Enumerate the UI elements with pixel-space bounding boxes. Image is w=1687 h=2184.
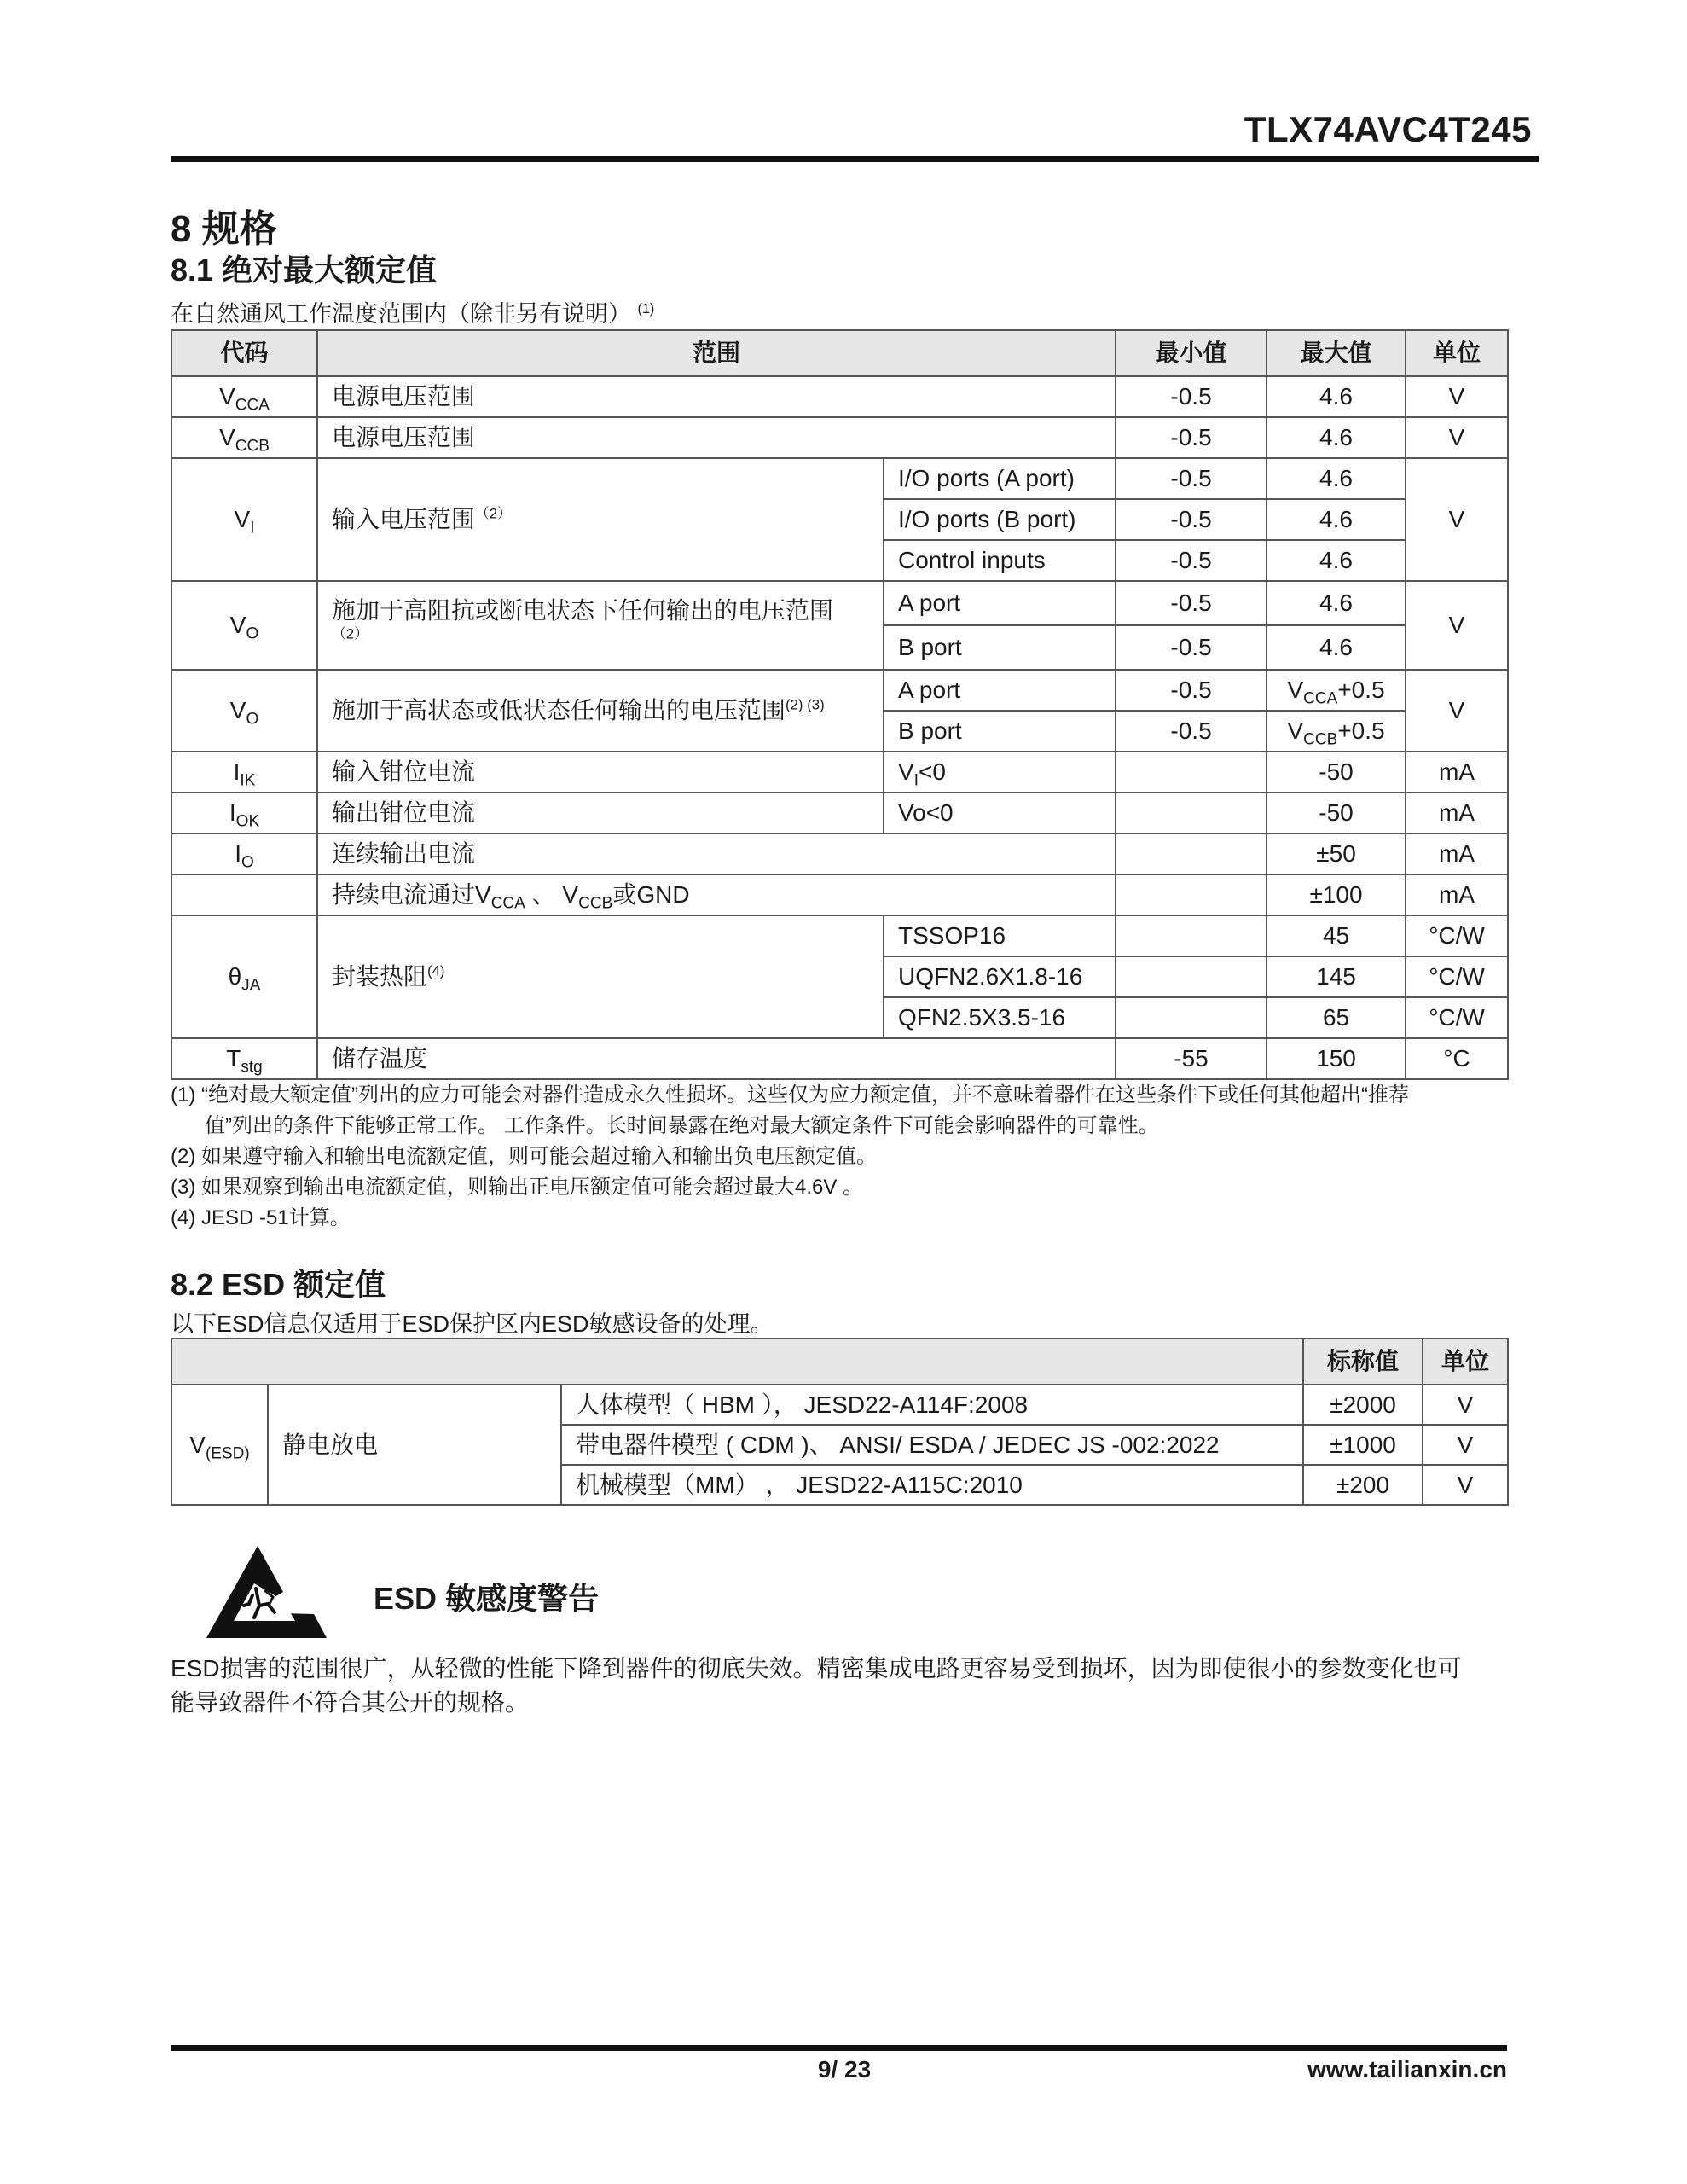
table-row [171, 458, 1508, 499]
unit-value: °C [1406, 1038, 1508, 1079]
footnote-3: (3) 如果观察到输出电流额定值，则输出正电压额定值可能会超过最大4.6V 。 [171, 1176, 864, 1199]
max-value: 4.6 [1267, 458, 1406, 499]
unit-value: V [1423, 1425, 1508, 1465]
param-desc: 封装热阻$^{(4)}$ [317, 915, 884, 1038]
header-nominal: 标称值 [1303, 1339, 1423, 1385]
footnote-4: (4) JESD -51计算。 [171, 1206, 351, 1229]
min-value [1116, 793, 1267, 834]
footnote-1-cont: 值”列出的条件下能够正常工作。 工作条件。长时间暴露在绝对最大额定条件下可能会影响器件的可靠性。 [205, 1114, 1159, 1137]
max-value: 4.6 [1267, 499, 1406, 540]
abs-max-table [171, 329, 1509, 1080]
symbol-vesd: $V_{(ESD)}$ [171, 1385, 268, 1505]
min-value: -0.5 [1116, 581, 1267, 625]
condition: UQFN2.6X1.8-16 [884, 956, 1116, 997]
min-value: -0.5 [1116, 458, 1267, 499]
unit-value: mA [1406, 874, 1508, 915]
max-value: 150 [1267, 1038, 1406, 1079]
table-row [171, 1038, 1508, 1079]
min-value: -0.5 [1116, 625, 1267, 670]
min-value [1116, 956, 1267, 997]
min-value [1116, 997, 1267, 1038]
table-header-row [171, 1339, 1508, 1385]
condition: B port [884, 625, 1116, 670]
max-value: 145 [1267, 956, 1406, 997]
footnotes [171, 1080, 1518, 1234]
min-value: -0.5 [1116, 417, 1267, 458]
table-row [171, 874, 1508, 915]
section-title: 8 规格 [171, 208, 277, 250]
max-value: ±100 [1267, 874, 1406, 915]
max-value: $V_{CCA}+0.5$ [1267, 670, 1406, 711]
page-number: 9/ 23 [817, 2056, 872, 2082]
esd-warning-icon [205, 1544, 328, 1640]
param-desc: 电源电压范围 [317, 376, 1116, 417]
min-value: -0.5 [1116, 711, 1267, 752]
esd-warning-text [171, 1652, 1518, 1720]
table-row [171, 581, 1508, 625]
esd-value: ±1000 [1303, 1425, 1423, 1465]
table-row [171, 417, 1508, 458]
esd-value: ±200 [1303, 1465, 1423, 1505]
param-desc: 持续电流通过$V_{CCA}$ 、 $V_{CCB}$或GND [317, 874, 1116, 915]
param-desc: 静电放电 [268, 1385, 561, 1505]
condition: Control inputs [884, 540, 1116, 581]
max-value: 4.6 [1267, 540, 1406, 581]
header-min: 最小值 [1116, 330, 1267, 376]
min-value: -0.5 [1116, 376, 1267, 417]
unit-value: V [1406, 581, 1508, 670]
table-row [171, 376, 1508, 417]
condition: I/O ports (A port) [884, 458, 1116, 499]
header-range: 范围 [317, 330, 1116, 376]
symbol-iik: $I_{IK}$ [171, 752, 317, 793]
symbol-empty [171, 874, 317, 915]
table-row [171, 1385, 1508, 1425]
max-value: ±50 [1267, 834, 1406, 874]
min-value [1116, 874, 1267, 915]
footnote-1: (1) “绝对最大额定值”列出的应力可能会对器件造成永久性损坏。这些仅为应力额定值，并不意味着器件在这些条件下或任何其他超出“推荐 [171, 1083, 1409, 1107]
min-value: -0.5 [1116, 540, 1267, 581]
param-desc: 输入钳位电流 [317, 752, 884, 793]
website-url: www.tailianxin.cn [1307, 2056, 1507, 2082]
esd-model: 机械模型（MM） ， JESD22-A115C:2010 [561, 1465, 1303, 1505]
condition: QFN2.5X3.5-16 [884, 997, 1116, 1038]
condition: Vo<0 [884, 793, 1116, 834]
max-value: 4.6 [1267, 417, 1406, 458]
warning-line: 能导致器件不符合其公开的规格。 [171, 1689, 530, 1716]
param-desc: 储存温度 [317, 1038, 1116, 1079]
header-unit: 单位 [1406, 330, 1508, 376]
table-row [171, 915, 1508, 956]
unit-value: °C/W [1406, 915, 1508, 956]
esd-model: 人体模型（ HBM ）， JESD22-A114F:2008 [561, 1385, 1303, 1425]
min-value [1116, 752, 1267, 793]
max-value: 4.6 [1267, 625, 1406, 670]
max-value: 45 [1267, 915, 1406, 956]
subsection-title-esd: 8.2 ESD 额定值 [171, 1267, 386, 1302]
max-value: 4.6 [1267, 581, 1406, 625]
condition: TSSOP16 [884, 915, 1116, 956]
max-value: 65 [1267, 997, 1406, 1038]
min-value [1116, 915, 1267, 956]
param-desc: 施加于高状态或低状态任何输出的电压范围$^{(2) (3)}$ [317, 670, 884, 752]
esd-warning-title: ESD 敏感度警告 [374, 1581, 600, 1616]
condition: A port [884, 581, 1116, 625]
table-row [171, 752, 1508, 793]
esd-model: 带电器件模型 ( CDM )、 ANSI/ ESDA / JEDEC JS -002:2022 [561, 1425, 1303, 1465]
header-blank [171, 1339, 1303, 1385]
symbol-iok: $I_{OK}$ [171, 793, 317, 834]
unit-value: V [1406, 458, 1508, 581]
unit-value: mA [1406, 834, 1508, 874]
condition: B port [884, 711, 1116, 752]
condition: $V_I<0$ [884, 752, 1116, 793]
symbol-tstg: $T_{stg}$ [171, 1038, 317, 1079]
min-value: -55 [1116, 1038, 1267, 1079]
param-desc: 输出钳位电流 [317, 793, 884, 834]
table-row [171, 834, 1508, 874]
table-row [171, 793, 1508, 834]
subsection-title-abs-max: 8.1 绝对最大额定值 [171, 253, 438, 288]
min-value [1116, 834, 1267, 874]
esd-table [171, 1338, 1509, 1506]
esd-value: ±2000 [1303, 1385, 1423, 1425]
header-unit: 单位 [1423, 1339, 1508, 1385]
table-row [171, 670, 1508, 711]
unit-value: V [1406, 376, 1508, 417]
min-value: -0.5 [1116, 499, 1267, 540]
header-rule [171, 156, 1539, 162]
symbol-vo: $V_O$ [171, 581, 317, 670]
param-desc: 电源电压范围 [317, 417, 1116, 458]
symbol-theta-ja: $\theta_{JA}$ [171, 915, 317, 1038]
footer-rule [171, 2045, 1507, 2051]
symbol-vo: $V_O$ [171, 670, 317, 752]
unit-value: V [1423, 1385, 1508, 1425]
document-title: TLX74AVC4T245 [1244, 109, 1532, 149]
max-value: -50 [1267, 793, 1406, 834]
max-value: 4.6 [1267, 376, 1406, 417]
unit-value: V [1406, 670, 1508, 752]
unit-value: mA [1406, 752, 1508, 793]
param-desc: 输入电压范围$^{(2)}$ [317, 458, 884, 581]
condition: A port [884, 670, 1116, 711]
header-code: 代码 [171, 330, 317, 376]
unit-value: °C/W [1406, 956, 1508, 997]
header-max: 最大值 [1267, 330, 1406, 376]
max-value: -50 [1267, 752, 1406, 793]
unit-value: °C/W [1406, 997, 1508, 1038]
param-desc: 连续输出电流 [317, 834, 1116, 874]
unit-value: V [1423, 1465, 1508, 1505]
footnote-2: (2) 如果遵守输入和输出电流额定值，则可能会超过输入和输出负电压额定值。 [171, 1145, 877, 1168]
unit-value: mA [1406, 793, 1508, 834]
symbol-vi: $V_I$ [171, 458, 317, 581]
symbol-vccb: $V_{CCB}$ [171, 417, 317, 458]
condition: I/O ports (B port) [884, 499, 1116, 540]
abs-max-caption: 在自然通风工作温度范围内（除非另有说明） $^{(1)}$ [171, 301, 655, 327]
table-header-row [171, 330, 1508, 376]
unit-value: V [1406, 417, 1508, 458]
symbol-vcca: $V_{CCA}$ [171, 376, 317, 417]
warning-line: ESD损害的范围很广，从轻微的性能下降到器件的彻底失效。精密集成电路更容易受到损坏，因为即使很小的参数变化也可 [171, 1655, 1462, 1682]
symbol-io: $I_O$ [171, 834, 317, 874]
min-value: -0.5 [1116, 670, 1267, 711]
esd-caption: 以下ESD信息仅适用于ESD保护区内ESD敏感设备的处理。 [171, 1311, 774, 1337]
param-desc: 施加于高阻抗或断电状态下任何输出的电压范围 $^{(2)}$ [317, 581, 884, 670]
max-value: $V_{CCB}+0.5$ [1267, 711, 1406, 752]
